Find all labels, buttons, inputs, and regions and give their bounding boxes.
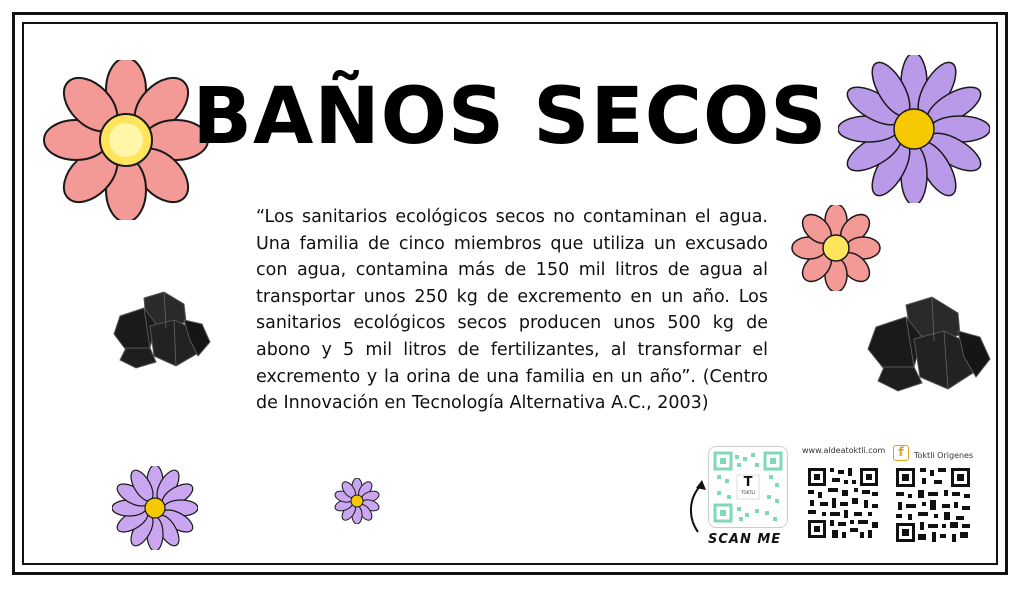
website-label: www.aldeatoktli.com: [802, 446, 886, 455]
purple-flower-medium-icon: [112, 466, 198, 550]
page-title: BAÑOS SECOS: [192, 72, 828, 162]
coal-rock-left-icon: [106, 290, 214, 370]
coal-rock-right-icon: [860, 295, 994, 393]
scan-me-label: SCAN ME: [708, 532, 782, 547]
toktli-logo-caption: TOKTLI: [741, 490, 755, 495]
facebook-icon: f: [893, 445, 909, 461]
website-qr-code[interactable]: [806, 466, 880, 540]
pink-flower-large-icon: [38, 60, 214, 220]
pink-flower-small-icon: [790, 205, 882, 291]
purple-flower-large-icon: [838, 55, 990, 203]
quote-text: “Los sanitarios ecológicos secos no contaminan el agua. Una familia de cinco miembros que utiliza un excusado con agua, contamina más de 150 mil litros de agua al transportar unos 250 kg de excremento en un año. Los sanitarios ecológicos secos producen unos 500 kg de abono y 5 mil litros de fertilizantes, al transformar el excremento y la orina de una familia en un año”. (Centro de Innovación en Tecnología Alternativa A.C., 2003): [256, 207, 768, 414]
facebook-label: Toktli Origenes: [914, 451, 974, 460]
purple-flower-tiny-icon: [333, 478, 381, 524]
toktli-logo-letter: T: [743, 475, 753, 490]
toktli-logo: [738, 476, 758, 498]
facebook-qr-code[interactable]: [894, 466, 972, 544]
toktli-qr-code[interactable]: [708, 446, 788, 528]
